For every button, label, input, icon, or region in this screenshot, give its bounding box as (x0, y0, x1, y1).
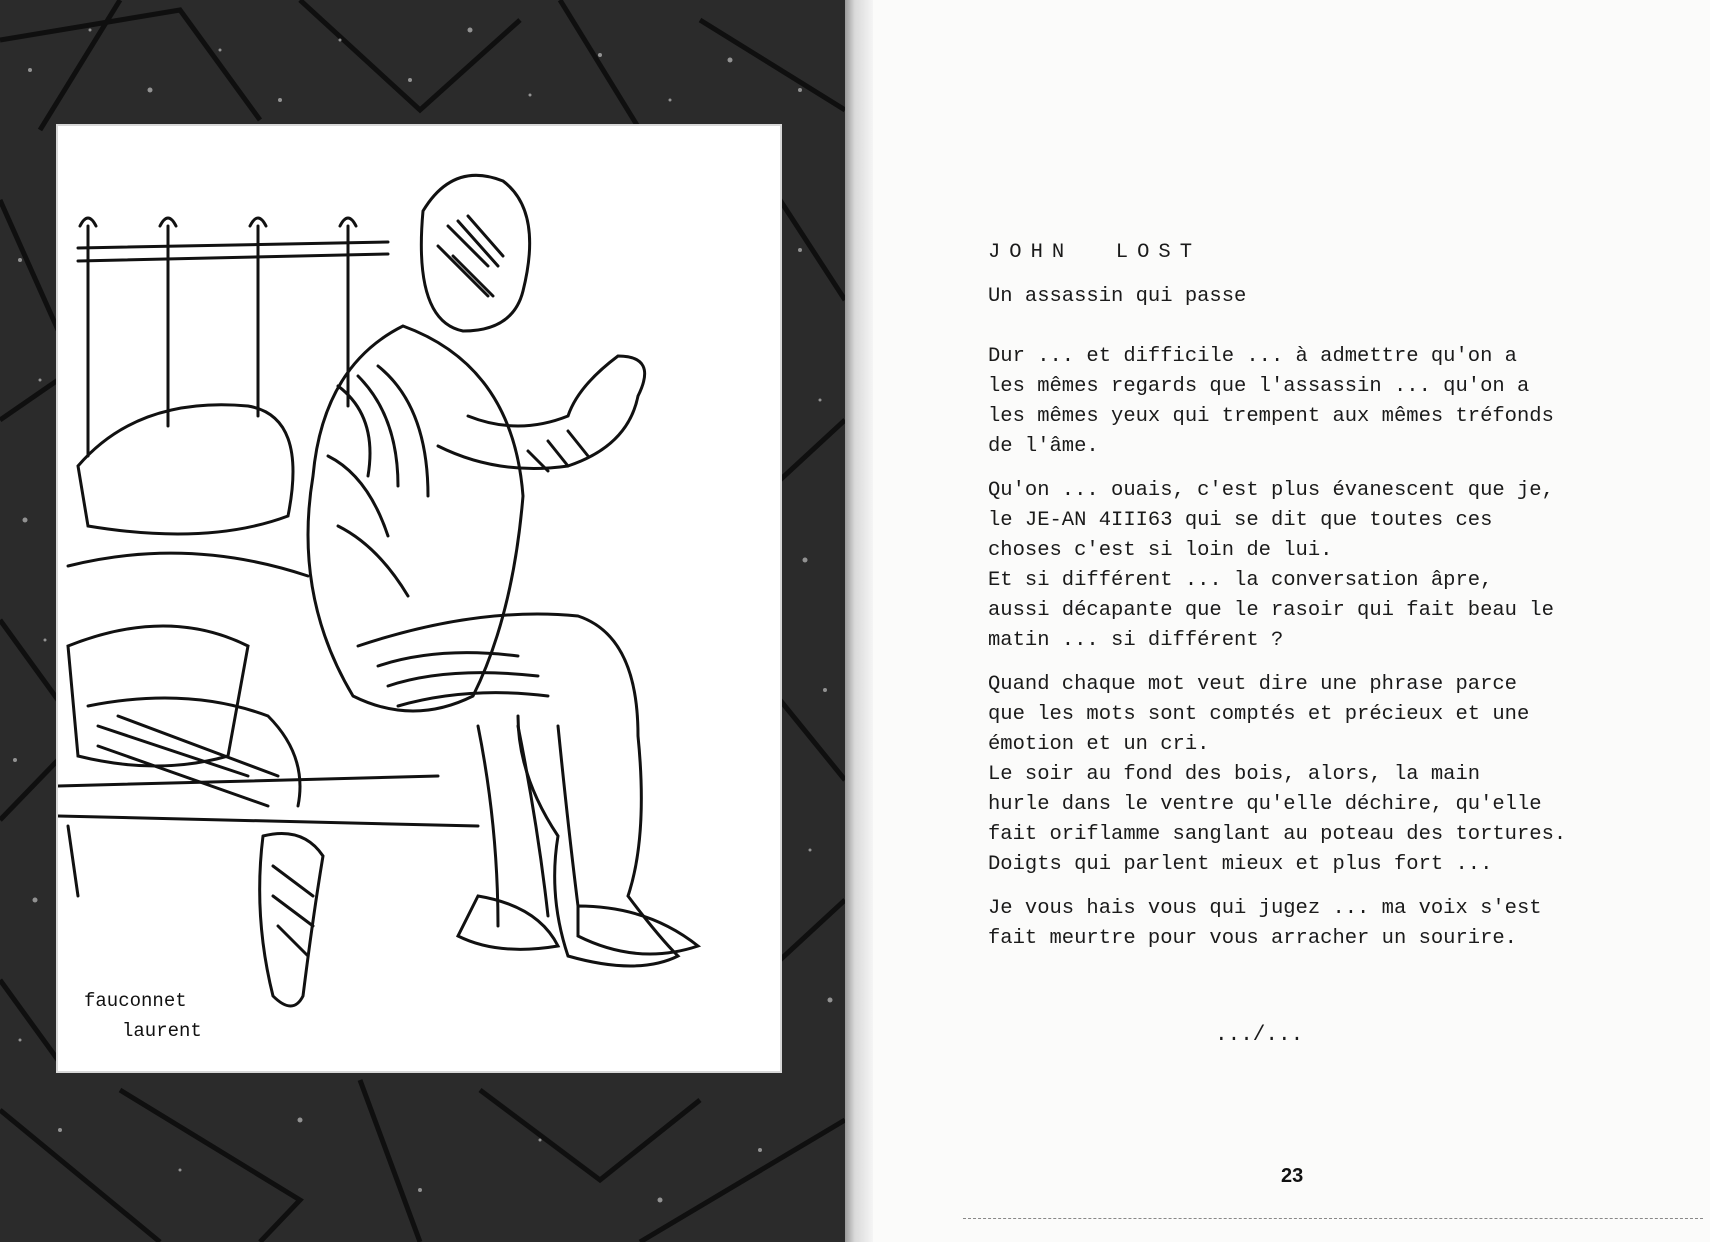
text-line: Doigts qui parlent mieux et plus fort ... (988, 853, 1493, 876)
book-gutter (845, 0, 873, 1242)
page-number: 23 (1281, 1165, 1304, 1187)
text-page (873, 0, 1710, 1242)
text-line: les mêmes yeux qui trempent aux mêmes tréfonds (988, 405, 1554, 428)
text-line: fait meurtre pour vous arracher un sourire. (988, 927, 1517, 950)
signature-line-2: laurent (122, 1020, 202, 1042)
text-line: Qu'on ... ouais, c'est plus évanescent que je, (988, 479, 1554, 502)
arm (438, 356, 645, 469)
text-line: hurle dans le ventre qu'elle déchire, qu'elle (988, 793, 1542, 816)
ink-drawing-seated-figure (58, 126, 780, 1071)
bottom-rule (963, 1218, 1703, 1219)
text-line: Quand chaque mot veut dire une phrase parce (988, 673, 1517, 696)
paragraph-1 (988, 342, 1688, 462)
text-line: Je vous hais vous qui jugez ... ma voix s'est (988, 897, 1542, 920)
text-line: que les mots sont comptés et précieux et une (988, 703, 1530, 726)
paragraph-3 (988, 670, 1688, 880)
text-line: Et si différent ... la conversation âpre, (988, 569, 1493, 592)
artist-signature (84, 986, 202, 1046)
paragraph-2 (988, 476, 1688, 656)
text-line: Le soir au fond des bois, alors, la main (988, 763, 1481, 786)
text-line: matin ... si différent ? (988, 629, 1284, 652)
text-line: de l'âme. (988, 435, 1099, 458)
text-line: émotion et un cri. (988, 733, 1210, 756)
poem-block (988, 238, 1688, 968)
author-name: JOHN LOST (988, 241, 1202, 264)
continuation-mark: .../... (1215, 1024, 1304, 1047)
illustration-page (0, 0, 845, 1242)
poem-title: Un assassin qui passe (988, 285, 1247, 308)
text-line: Dur ... et difficile ... à admettre qu'on a (988, 345, 1517, 368)
seated-man-sketch (58, 126, 780, 1071)
text-line: aussi décapante que le rasoir qui fait beau le (988, 599, 1554, 622)
text-line: les mêmes regards que l'assassin ... qu'on a (988, 375, 1530, 398)
paragraph-4 (988, 894, 1688, 954)
text-line: fait oriflamme sanglant au poteau des tortures. (988, 823, 1567, 846)
text-line: le JE-AN 4III63 qui se dit que toutes ces (988, 509, 1493, 532)
bed-rail (78, 254, 388, 261)
text-line: choses c'est si loin de lui. (988, 539, 1333, 562)
signature-line-1: fauconnet (84, 990, 187, 1012)
